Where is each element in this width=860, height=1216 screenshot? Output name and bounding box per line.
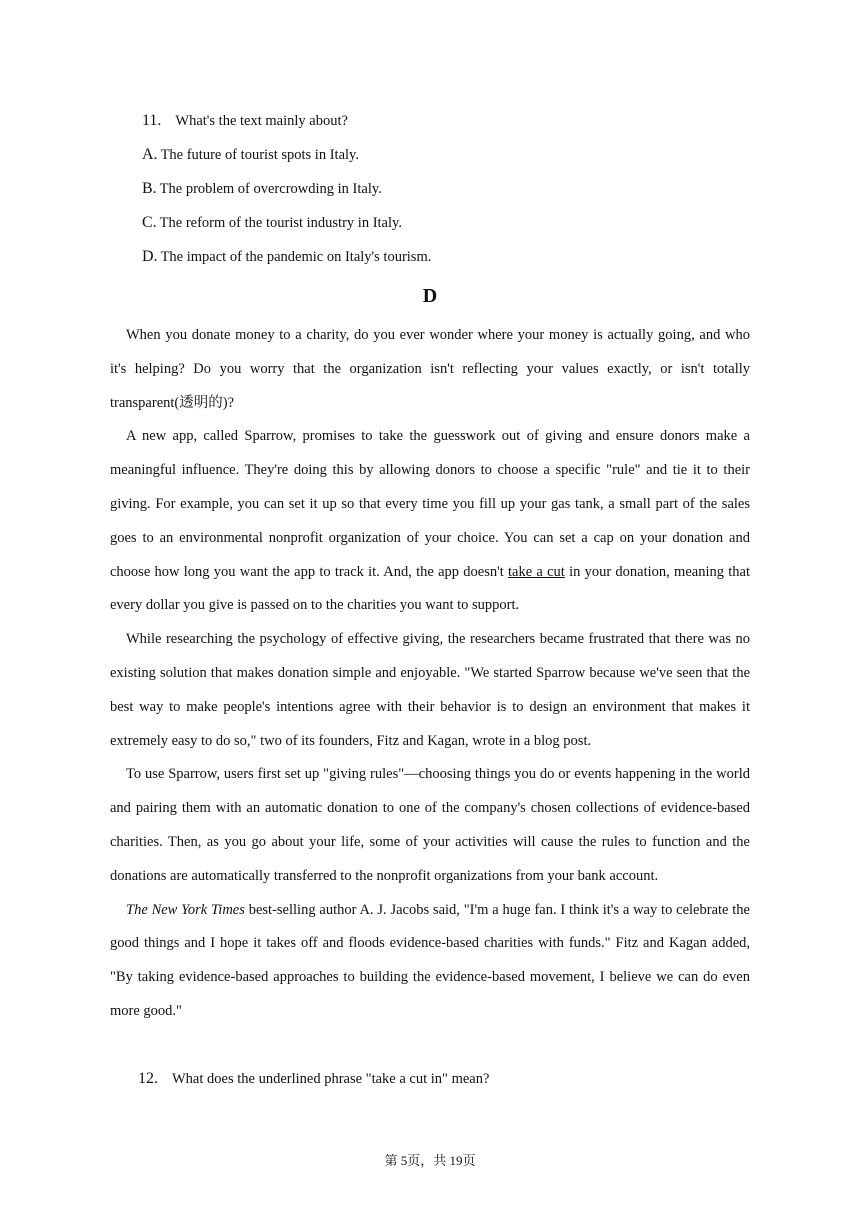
publication-title: The New York Times bbox=[126, 901, 245, 918]
question-text: What does the underlined phrase "take a cut in" mean? bbox=[172, 1071, 490, 1087]
option-text: The problem of overcrowding in Italy. bbox=[159, 181, 382, 197]
option-letter: D. bbox=[142, 248, 158, 265]
underlined-phrase: take a cut bbox=[508, 563, 565, 580]
option-letter: B. bbox=[142, 180, 157, 197]
option-d bbox=[142, 248, 431, 266]
paragraph-1: When you donate money to a charity, do you ever wonder where your money is actually going, and who it's helping? Do you worry that the organization isn't reflecting your values exactly, or isn't totally transparent(透明的)? bbox=[110, 327, 750, 411]
paragraph-2 bbox=[110, 420, 750, 623]
paragraph-text: in your donation, meaning that every dollar you give is passed on to the charities you want to support. bbox=[110, 563, 750, 614]
question-text: What's the text mainly about? bbox=[175, 113, 348, 129]
option-b bbox=[142, 180, 382, 198]
reading-passage bbox=[110, 319, 750, 1029]
paragraph-text: A new app, called Sparrow, promises to take the guesswork out of giving and ensure donors make a meaningful influence. They're doing this by allowing donors to choose a specific "rule" and tie it to their giving. For example, you can set it up so that every time you fill up your gas tank, a small part of the sales goes to an environmental nonprofit organization of your choice. You can set a cap on your donation and choose how long you want the app to track it. And, the app doesn't bbox=[110, 428, 750, 580]
paragraph-4: To use Sparrow, users first set up "giving rules"—choosing things you do or events happening in the world and pairing them with an automatic donation to one of the company's chosen collections of evidence-based charities. Then, as you go about your life, some of your activities will cause the rules to function and the donations are automatically transferred to the nonprofit organizations from your bank account. bbox=[110, 766, 750, 884]
question-12 bbox=[138, 1070, 489, 1088]
option-text: The reform of the tourist industry in Italy. bbox=[159, 215, 402, 231]
paragraph-5 bbox=[110, 894, 750, 1029]
section-title: D bbox=[422, 285, 438, 307]
option-text: The future of tourist spots in Italy. bbox=[160, 147, 359, 163]
option-a bbox=[142, 146, 359, 164]
paragraph-text: best-selling author A. J. Jacobs said, "I'm a huge fan. I think it's a way to celebrate the good things and I hope it takes off and floods evidence-based charities with funds." Fitz and Kagan added, "By taking evidence-based approaches to building the evidence-based movement, I believe we can do even more good." bbox=[110, 901, 750, 1019]
option-c bbox=[142, 214, 402, 232]
option-text: The impact of the pandemic on Italy's tourism. bbox=[160, 249, 432, 265]
option-letter: C. bbox=[142, 214, 157, 231]
paragraph-3: While researching the psychology of effective giving, the researchers became frustrated that there was no existing solution that makes donation simple and enjoyable. "We started Sparrow because we've seen that the best way to make people's intentions agree with their behavior is to design an environment that makes it extremely easy to do so," two of its founders, Fitz and Kagan, wrote in a blog post. bbox=[110, 631, 750, 749]
page-footer: 第 5页，共 19页 bbox=[384, 1153, 476, 1168]
question-11 bbox=[142, 112, 348, 130]
option-letter: A. bbox=[142, 146, 158, 163]
question-number: 11. bbox=[142, 112, 162, 129]
question-number: 12. bbox=[138, 1070, 158, 1087]
